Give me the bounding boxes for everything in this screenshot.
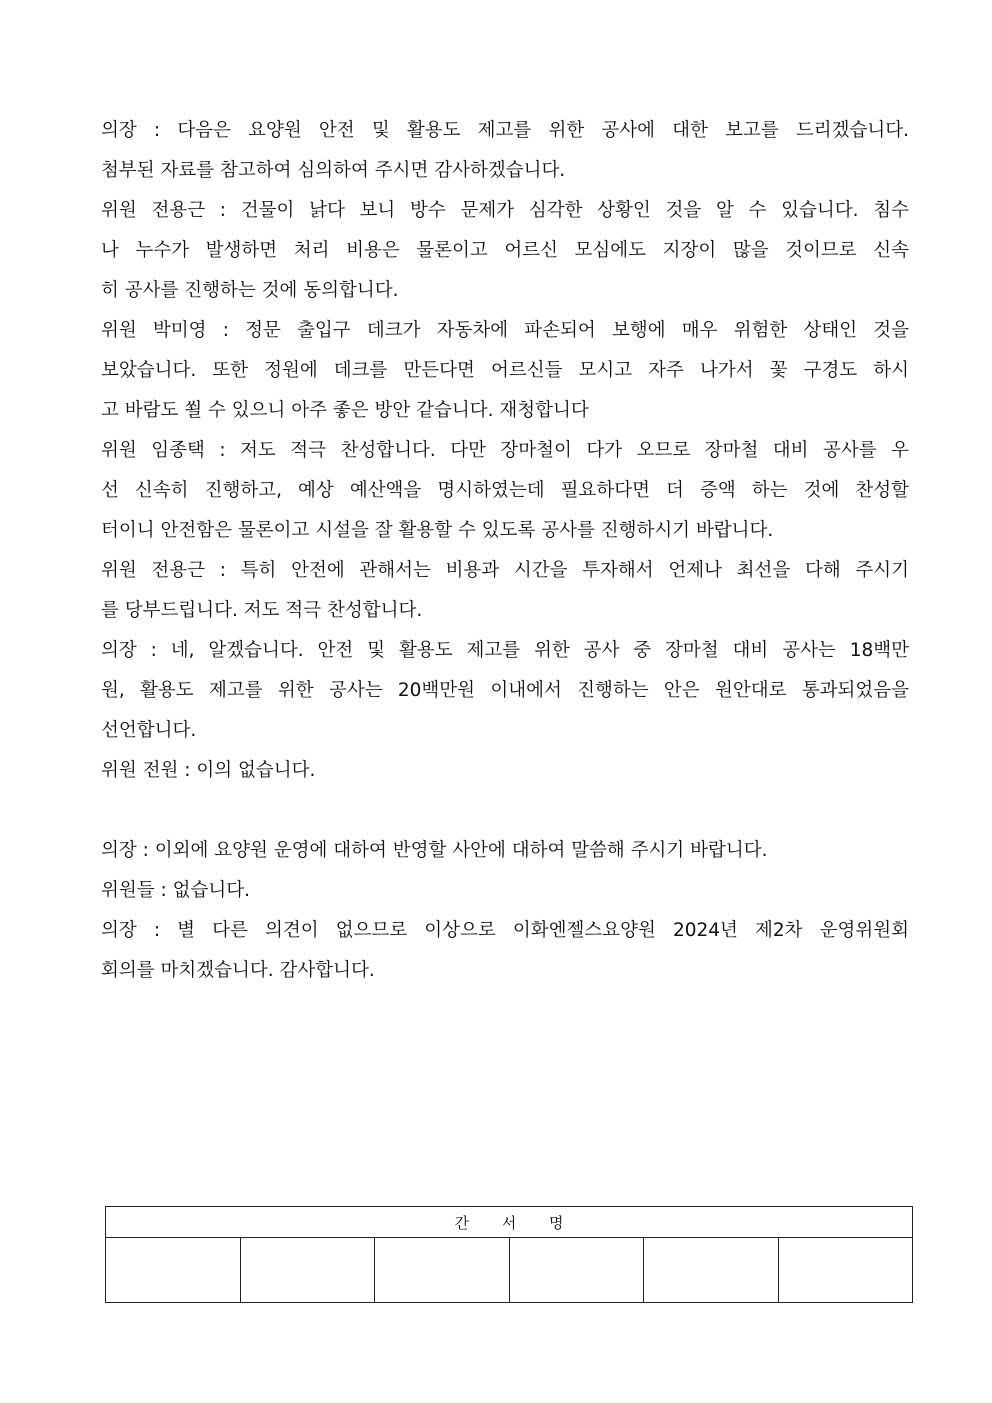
minutes-line: 터이니 안전함은 물론이고 시설을 잘 활용할 수 있도록 공사를 진행하시기 바랍니다. bbox=[101, 520, 774, 541]
minutes-line: 위원 전용근 : 건물이 낡다 보니 방수 문제가 심각한 상황인 것을 알 수 있습니다. 침수 bbox=[101, 200, 909, 221]
minutes-line: 나 누수가 발생하면 처리 비용은 물론이고 어르신 모심에도 지장이 많을 것이므로 신속 bbox=[101, 240, 909, 261]
signature-cell[interactable] bbox=[509, 1238, 644, 1303]
minutes-line: 선언합니다. bbox=[101, 720, 197, 741]
signature-cell[interactable] bbox=[644, 1238, 779, 1303]
signature-cell[interactable] bbox=[106, 1238, 241, 1303]
minutes-line: 의장 : 이외에 요양원 운영에 대하여 반영할 사안에 대하여 말씀해 주시기 바랍니다. bbox=[101, 840, 768, 861]
signature-table bbox=[105, 1206, 913, 1303]
minutes-line: 위원 전원 : 이의 없습니다. bbox=[101, 760, 316, 781]
minutes-line: 히 공사를 진행하는 것에 동의합니다. bbox=[101, 280, 399, 301]
minutes-line: 위원 임종택 : 저도 적극 찬성합니다. 다만 장마철이 다가 오므로 장마철 대비 공사를 우 bbox=[101, 440, 909, 461]
signature-cell[interactable] bbox=[240, 1238, 375, 1303]
minutes-line: 위원 박미영 : 정문 출입구 데크가 자동차에 파손되어 보행에 매우 위험한 상태인 것을 bbox=[101, 320, 909, 341]
minutes-line: 선 신속히 진행하고, 예상 예산액을 명시하였는데 필요하다면 더 증액 하는 것에 찬성할 bbox=[101, 480, 909, 501]
minutes-line: 회의를 마치겠습니다. 감사합니다. bbox=[101, 960, 375, 981]
minutes-line: 보았습니다. 또한 정원에 데크를 만든다면 어르신들 모시고 자주 나가서 꽃 구경도 하시 bbox=[101, 360, 909, 381]
minutes-line: 첨부된 자료를 참고하여 심의하여 주시면 감사하겠습니다. bbox=[101, 160, 566, 181]
minutes-line: 를 당부드립니다. 저도 적극 찬성합니다. bbox=[101, 600, 423, 621]
minutes-line: 의장 : 다음은 요양원 안전 및 활용도 제고를 위한 공사에 대한 보고를 드리겠습니다. bbox=[101, 120, 909, 141]
minutes-line: 의장 : 네, 알겠습니다. 안전 및 활용도 제고를 위한 공사 중 장마철 대비 공사는 18백만 bbox=[101, 640, 909, 661]
minutes-body bbox=[101, 111, 909, 991]
minutes-line: 위원 전용근 : 특히 안전에 관해서는 비용과 시간을 투자해서 언제나 최선을 다해 주시기 bbox=[101, 560, 909, 581]
signature-table-title: 간 서 명 bbox=[106, 1207, 913, 1238]
signature-cell[interactable] bbox=[375, 1238, 510, 1303]
minutes-line: 고 바람도 쐴 수 있으니 아주 좋은 방안 같습니다. 재청합니다 bbox=[101, 400, 589, 421]
minutes-line: 위원들 : 없습니다. bbox=[101, 880, 250, 901]
signature-cell[interactable] bbox=[778, 1238, 913, 1303]
blank-line bbox=[101, 791, 909, 831]
minutes-line: 의장 : 별 다른 의견이 없으므로 이상으로 이화엔젤스요양원 2024년 제2차 운영위원회 bbox=[101, 920, 909, 941]
minutes-line: 원, 활용도 제고를 위한 공사는 20백만원 이내에서 진행하는 안은 원안대로 통과되었음을 bbox=[101, 680, 909, 701]
